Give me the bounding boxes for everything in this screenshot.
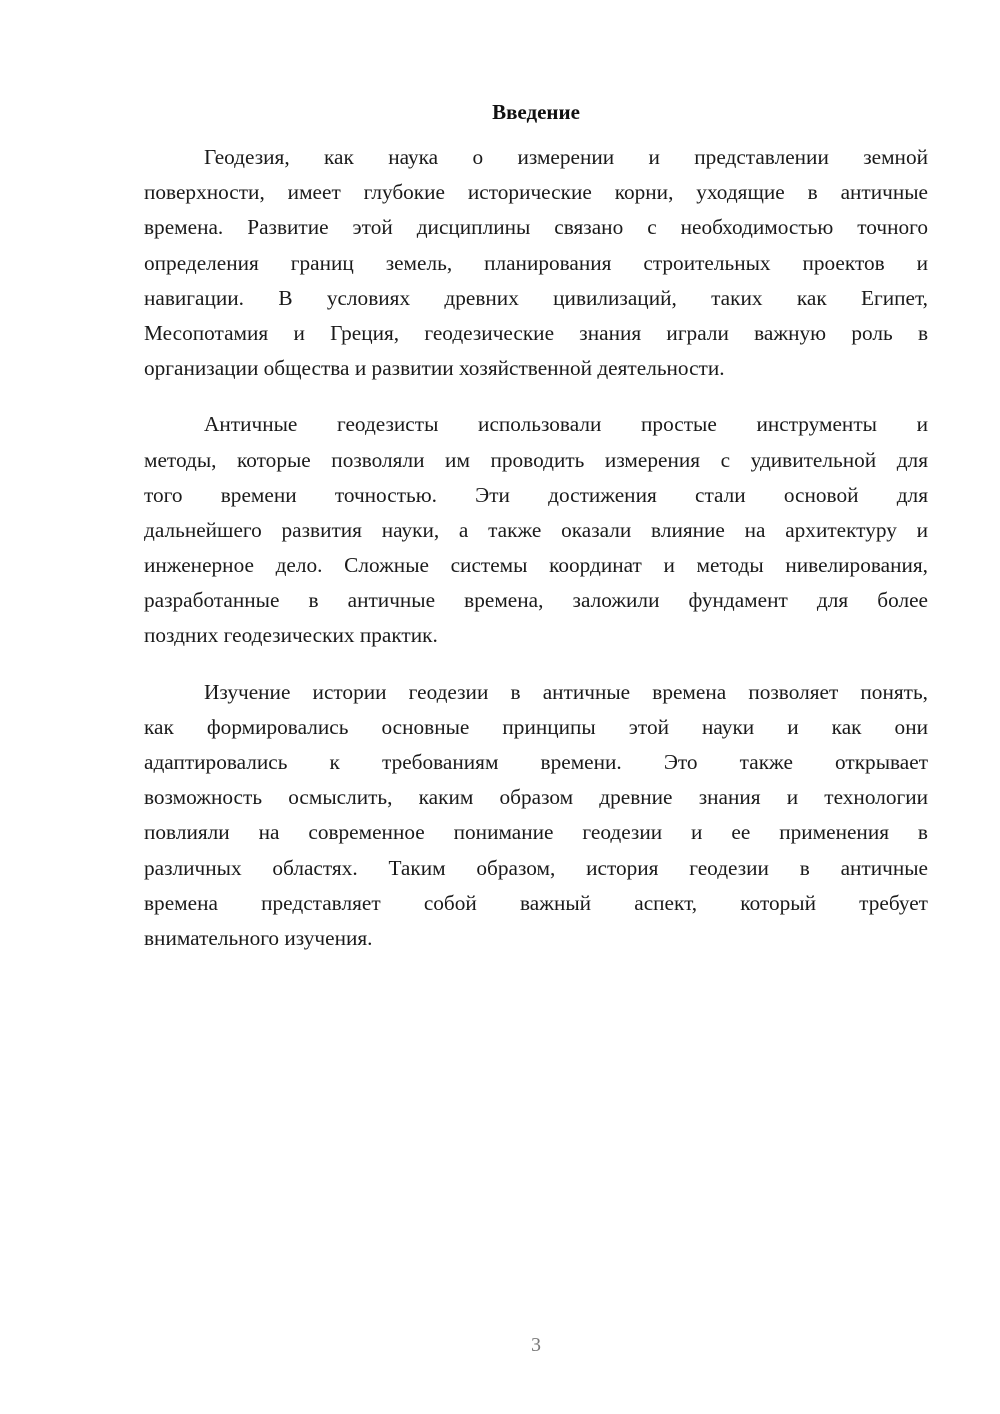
- text-line: навигации. В условиях древних цивилизаций, таких как Египет,: [144, 285, 928, 310]
- text-line: определения границ земель, планирования строительных проектов и: [144, 250, 928, 275]
- paragraph-3: [144, 675, 928, 957]
- text-line: поздних геодезических практик.: [144, 623, 438, 648]
- section-title: Введение: [492, 100, 580, 124]
- text-line: дальнейшего развития науки, а также оказали влияние на архитектуру и: [144, 517, 928, 542]
- text-line: внимательного изучения.: [144, 925, 373, 950]
- text-line: поверхности, имеет глубокие исторические корни, уходящие в античные: [144, 180, 928, 205]
- text-line: повлияли на современное понимание геодезии и ее применения в: [144, 820, 928, 845]
- paragraph-1: [144, 140, 928, 386]
- text-line: методы, которые позволяли им проводить измерения с удивительной для: [144, 447, 928, 472]
- text-line: возможность осмыслить, каким образом древние знания и технологии: [144, 785, 928, 810]
- text-line: как формировались основные принципы этой науки и как они: [144, 714, 928, 739]
- text-line: организации общества и развитии хозяйственной деятельности.: [144, 356, 725, 381]
- text-line: разработанные в античные времена, заложили фундамент для более: [144, 588, 928, 613]
- paragraph-2: [144, 407, 928, 653]
- text-line: адаптировались к требованиям времени. Это также открывает: [144, 750, 928, 774]
- text-line: Геодезия, как наука о измерении и представлении земной: [204, 145, 928, 169]
- text-line: Изучение истории геодезии в античные времена позволяет понять,: [204, 679, 928, 704]
- page-number: 3: [531, 1334, 541, 1356]
- text-line: времена. Развитие этой дисциплины связано с необходимостью точного: [144, 215, 928, 240]
- text-line: времена представляет собой важный аспект, который требует: [144, 890, 928, 915]
- text-line: различных областях. Таким образом, история геодезии в античные: [144, 855, 928, 880]
- text-line: того времени точностью. Эти достижения стали основой для: [144, 482, 928, 507]
- text-line: Месопотамия и Греция, геодезические знания играли важную роль в: [144, 320, 928, 345]
- text-line: инженерное дело. Сложные системы координат и методы нивелирования,: [144, 553, 928, 578]
- text-line: Античные геодезисты использовали простые инструменты и: [204, 412, 928, 437]
- page-content: [144, 96, 928, 956]
